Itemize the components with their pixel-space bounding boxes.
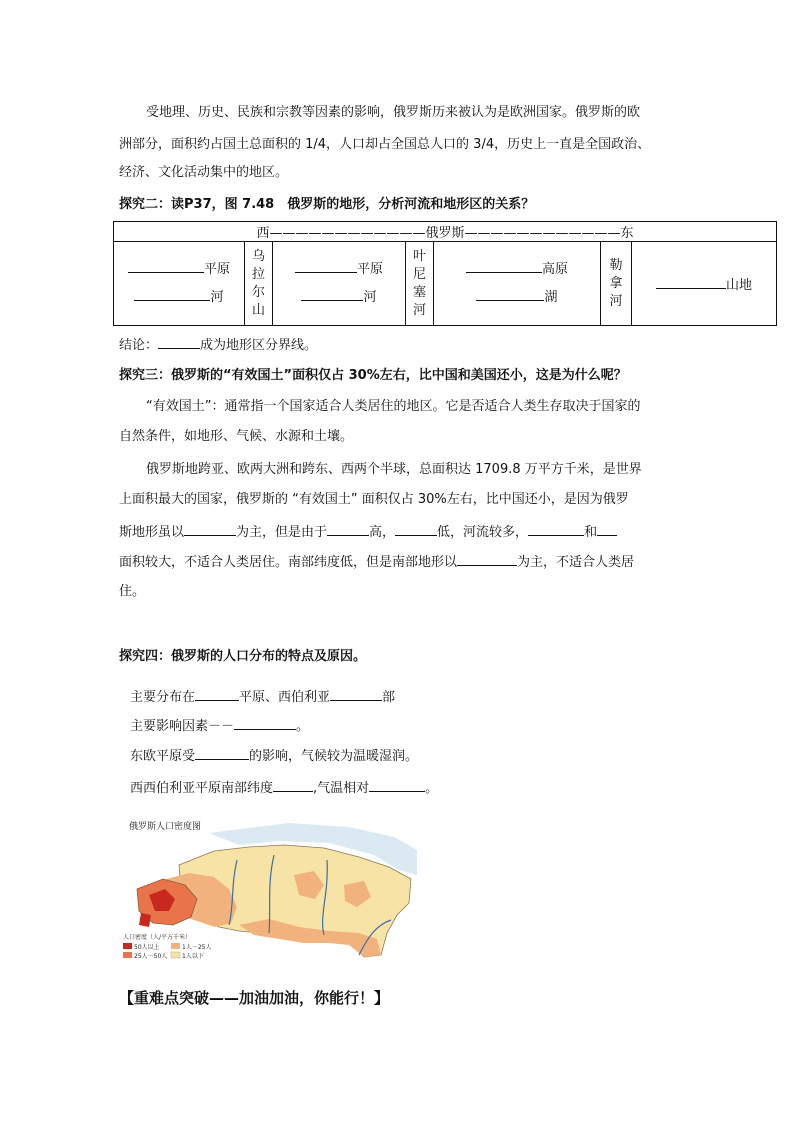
blank[interactable] (234, 716, 296, 730)
q3-para-2: 上面积最大的国家，俄罗斯的 “有效国土” 面积仅占 30%左右，比中国还小，是因为俄罗 (119, 492, 629, 507)
intro-line-3: 经济、文化活动集中的地区。 (119, 165, 289, 180)
q3-definition-1: “有效国土”：通常指一个国家适合人类居住的地区。它是否适合人类生存取决于国家的 (146, 399, 641, 414)
table-header: 西————————————俄罗斯————————————东 (114, 222, 777, 242)
q4-line-1: 主要分布在 平原、西伯利亚 部 (130, 687, 395, 707)
legend-label-3: 1人－25人 (182, 944, 212, 951)
blank[interactable] (528, 522, 584, 536)
q4-heading: 探究四：俄罗斯的人口分布的特点及原因。 (119, 649, 367, 664)
blank[interactable] (395, 522, 437, 536)
q4-line-4: 西西伯利亚平原南部纬度 ,气温相对 。 (130, 778, 438, 798)
legend-label-2: 25人－50人 (134, 953, 168, 960)
legend-label-1: 50人以上 (134, 944, 160, 951)
cell-plateau: 高原 湖 (434, 242, 601, 326)
footer-banner: 【重难点突破——加油加油，你能行！】 (119, 989, 390, 1007)
legend-swatch-2 (123, 952, 132, 958)
q4-line-2: 主要影响因素－－ 。 (130, 716, 309, 736)
map-title: 俄罗斯人口密度图 (129, 822, 202, 832)
blank[interactable] (330, 687, 382, 701)
cell-ural: 乌 拉 尔 山 (245, 242, 273, 326)
population-density-map (119, 815, 419, 975)
legend-swatch-3 (171, 943, 180, 949)
intro-line-1: 受地理、历史、民族和宗教等因素的影响，俄罗斯历来被认为是欧洲国家。俄罗斯的欧 (146, 105, 641, 120)
legend-label-4: 1人以下 (182, 953, 204, 960)
blank[interactable] (597, 522, 617, 536)
blank[interactable] (195, 746, 249, 760)
blank[interactable] (273, 778, 313, 792)
blank[interactable] (295, 259, 357, 273)
q3-para-1: 俄罗斯地跨亚、欧两大洲和跨东、西两个半球，总面积达 1709.8 万平方千米，是世界 (146, 462, 642, 477)
cell-west-plain: 平原 河 (114, 242, 245, 326)
q3-para-3: 斯地形虽以 为主，但是由于 高， 低，河流较多， 和 (119, 522, 617, 542)
blank[interactable] (184, 522, 236, 536)
blank[interactable] (457, 552, 517, 566)
legend-swatch-1 (123, 943, 132, 949)
intro-line-2: 洲部分，面积约占国土总面积的 1/4，人口却占全国总人口的 3/4，历史上一直是全国政治、 (119, 137, 651, 152)
blank[interactable] (301, 287, 363, 301)
blank[interactable] (158, 335, 200, 349)
cell-east-mountain: 山地 (632, 242, 777, 326)
q3-para-4: 面积较大，不适合人类居住。南部纬度低，但是南部地形以 为主，不适合人类居 (119, 552, 634, 572)
map-svg (119, 815, 419, 975)
q3-heading: 探究三：俄罗斯的“有效国土”面积仅占 30%左右，比中国和美国还小，这是为什么呢？ (119, 368, 627, 383)
blank[interactable] (195, 687, 239, 701)
blank[interactable] (466, 259, 542, 273)
blank[interactable] (369, 778, 425, 792)
blank[interactable] (128, 259, 204, 273)
q3-definition-2: 自然条件，如地形、气候、水源和土壤。 (119, 429, 354, 444)
legend-title: 人口密度（人/平方千米） (123, 934, 192, 941)
q4-line-3: 东欧平原受 的影响，气候较为温暖湿润。 (130, 746, 418, 766)
q2-heading: 探究二：读P37，图 7.48 俄罗斯的地形，分析河流和地形区的关系？ (119, 197, 535, 212)
cell-west-siberian-plain: 平原 河 (273, 242, 406, 326)
cell-lena: 勒 拿 河 (601, 242, 632, 326)
blank[interactable] (134, 287, 210, 301)
blank[interactable] (327, 522, 369, 536)
blank[interactable] (476, 287, 544, 301)
blank[interactable] (656, 275, 726, 289)
cell-yenisei: 叶 尼 塞 河 (406, 242, 434, 326)
terrain-table (113, 221, 777, 326)
q3-para-5: 住。 (119, 584, 146, 599)
q2-conclusion: 结论： 成为地形区分界线。 (119, 335, 317, 355)
legend-swatch-4 (171, 952, 180, 958)
